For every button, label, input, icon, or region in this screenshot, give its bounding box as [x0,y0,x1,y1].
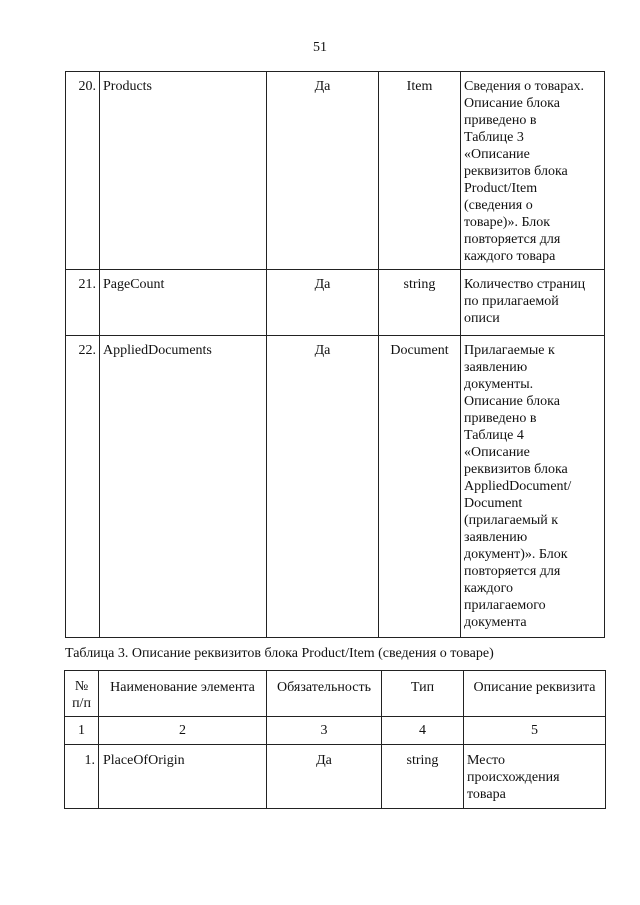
description-line: Описание блока [464,394,560,409]
description-line: Описание блока [464,96,560,111]
table-row [66,270,605,336]
table-caption: Таблица 3. Описание реквизитов блока Product/Item (сведения о товаре) [65,646,494,661]
table-row [66,72,605,270]
row-number: 1. [65,745,99,809]
row-number: 21. [66,270,100,336]
description-line: происхождения [467,770,560,785]
table-row [66,336,605,638]
column-index: 3 [267,717,382,745]
header-number-line: № [74,679,89,694]
header-number [65,671,99,717]
product-item-table [64,670,606,809]
column-index: 2 [99,717,267,745]
description-line: товаре)». Блок [464,215,551,230]
required-value: Да [267,270,379,336]
column-index-row [65,717,606,745]
element-description [461,72,605,270]
header-number-line: п/п [72,696,91,711]
element-description [461,336,605,638]
column-index: 1 [65,717,99,745]
column-index: 5 [464,717,606,745]
description-line: по прилагаемой [464,294,559,309]
type-value: string [382,745,464,809]
description-line: документы. [464,377,534,392]
row-number: 22. [66,336,100,638]
element-name: Products [100,72,267,270]
description-line: «Описание [464,445,530,460]
type-value: string [379,270,461,336]
description-line: Сведения о товарах. [464,79,584,94]
description-line: (прилагаемый к [464,513,559,528]
description-line: (сведения о [464,198,533,213]
description-line: реквизитов блока [464,164,568,179]
description-line: Document [464,496,523,511]
description-line: каждого товара [464,249,556,264]
header-description: Описание реквизита [464,671,606,717]
required-value: Да [267,72,379,270]
description-line: приведено в [464,113,537,128]
column-index: 4 [382,717,464,745]
description-line: заявлению [464,360,528,375]
table-header-row [65,671,606,717]
table-row [65,745,606,809]
description-line: Прилагаемые к [464,343,555,358]
description-line: описи [464,311,500,326]
row-number: 20. [66,72,100,270]
description-line: реквизитов блока [464,462,568,477]
page-number: 51 [313,40,327,55]
element-description [461,270,605,336]
description-line: повторяется для [464,232,561,247]
description-line: Место [467,753,505,768]
description-line: приведено в [464,411,537,426]
type-value: Item [379,72,461,270]
element-description [464,745,606,809]
required-value: Да [267,336,379,638]
description-line: прилагаемого [464,598,546,613]
type-value: Document [379,336,461,638]
description-line: «Описание [464,147,530,162]
element-name: PlaceOfOrigin [99,745,267,809]
elements-table-continued [65,71,605,638]
description-line: повторяется для [464,564,561,579]
description-line: товара [467,787,506,802]
description-line: документ)». Блок [464,547,568,562]
description-line: Таблице 3 [464,130,524,145]
description-line: документа [464,615,527,630]
header-required: Обязательность [267,671,382,717]
header-type: Тип [382,671,464,717]
element-name: PageCount [100,270,267,336]
description-line: Таблице 4 [464,428,524,443]
description-line: Product/Item [464,181,538,196]
description-line: AppliedDocument/ [464,479,572,494]
header-element-name: Наименование элемента [99,671,267,717]
element-name: AppliedDocuments [100,336,267,638]
description-line: Количество страниц [464,277,586,292]
description-line: заявлению [464,530,528,545]
description-line: каждого [464,581,513,596]
required-value: Да [267,745,382,809]
